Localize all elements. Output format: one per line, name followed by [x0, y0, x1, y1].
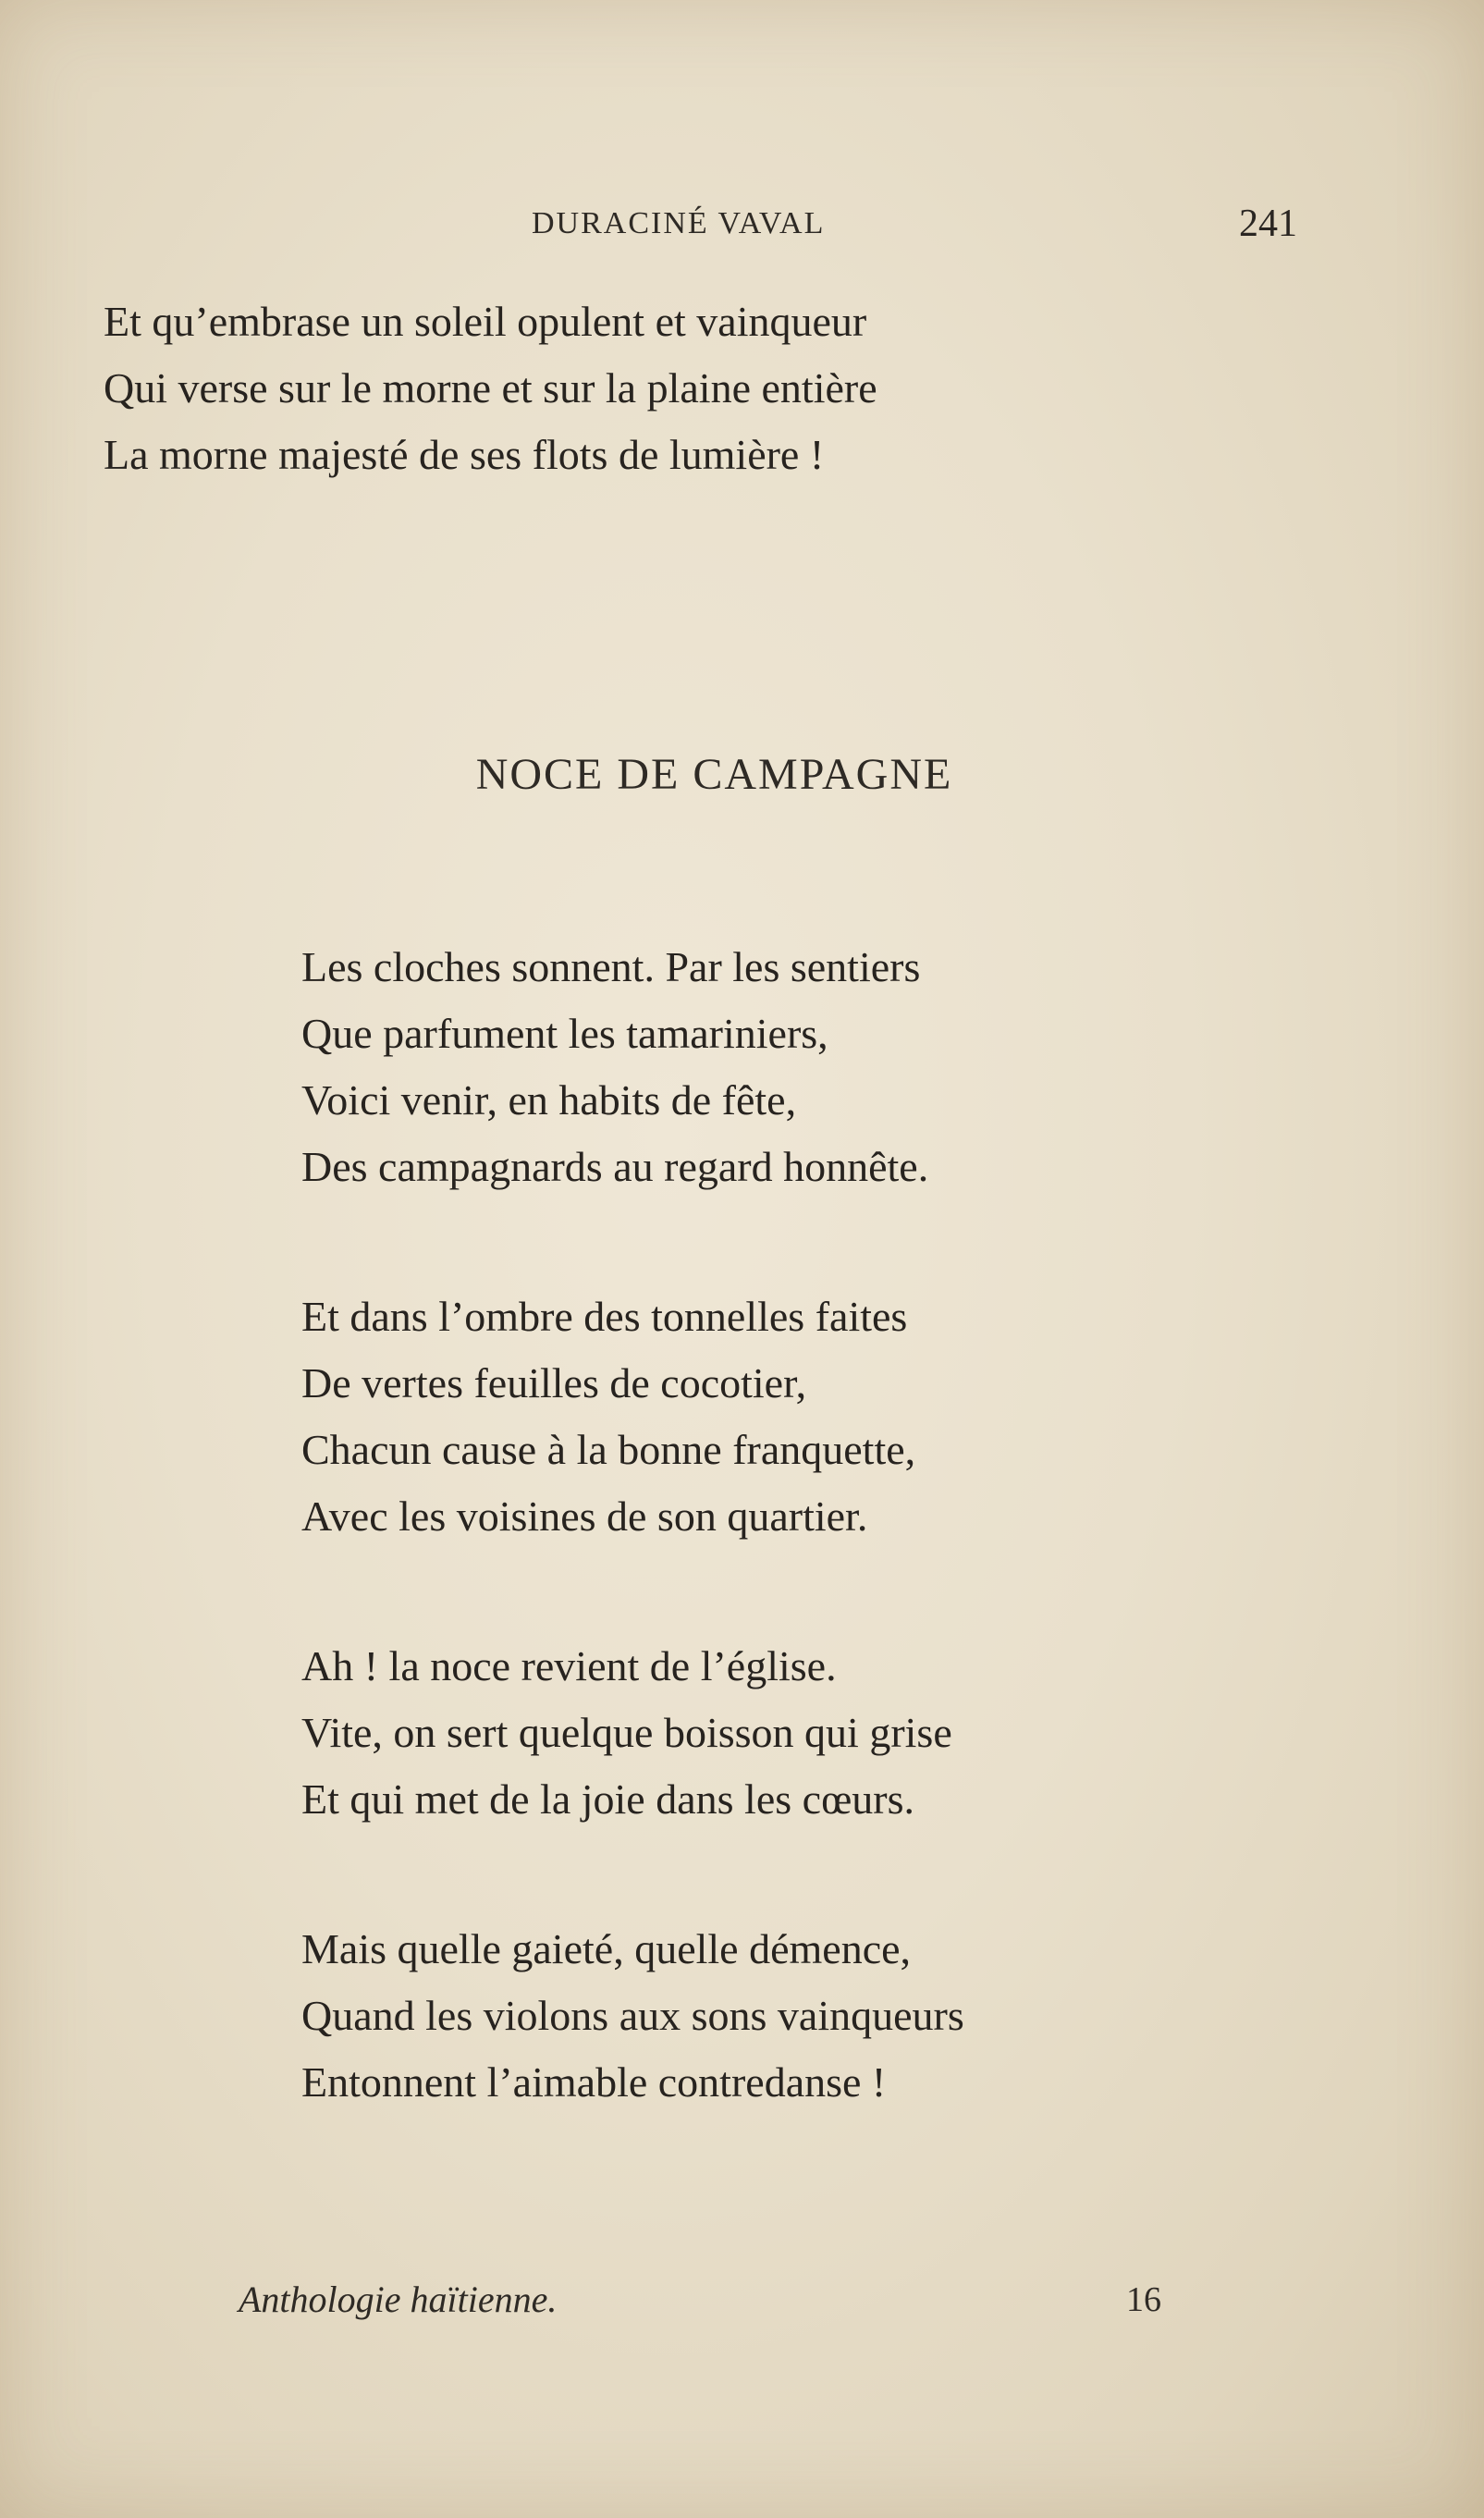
- verse-line: Et qu’embrase un soleil opulent et vainqueur: [104, 298, 867, 345]
- verse-line: Vite, on sert quelque boisson qui grise: [301, 1709, 952, 1756]
- verse-line: Des campagnards au regard honnête.: [301, 1143, 929, 1190]
- running-head: [0, 196, 1484, 252]
- verse-line: Et dans l’ombre des tonnelles faites: [301, 1293, 908, 1340]
- verse-line: Voici venir, en habits de fête,: [301, 1076, 797, 1124]
- verse-line: Et qui met de la joie dans les cœurs.: [301, 1775, 915, 1823]
- footer-book-title: Anthologie haïtienne.: [239, 2278, 558, 2320]
- page-footer: [0, 2267, 1484, 2332]
- verse-line: Mais quelle gaieté, quelle démence,: [301, 1925, 912, 1972]
- stanza-1: [301, 934, 1226, 1200]
- stanza-2: [301, 1284, 1226, 1550]
- signature-mark: 16: [1126, 2280, 1161, 2319]
- verse-line: Entonnent l’aimable contredanse !: [301, 2058, 887, 2106]
- poem-body: [301, 934, 1226, 2116]
- verse-line: Avec les voisines de son quartier.: [301, 1492, 868, 1540]
- verse-line: Les cloches sonnent. Par les sentiers: [301, 943, 921, 990]
- poem-title: NOCE DE CAMPAGNE: [475, 750, 953, 799]
- verse-line: La morne majesté de ses flots de lumière !: [104, 431, 825, 478]
- verse-line: Chacun cause à la bonne franquette,: [301, 1426, 916, 1473]
- stanza-3: [301, 1633, 1226, 1833]
- page-number: 241: [1239, 203, 1297, 245]
- verse-line: Quand les violons aux sons vainqueurs: [301, 1992, 964, 2039]
- stanza-4: [301, 1916, 1226, 2116]
- opening-verse: [104, 289, 1306, 488]
- verse-line: Que parfument les tamariniers,: [301, 1010, 828, 1057]
- verse-line: Qui verse sur le morne et sur la plaine entière: [104, 364, 877, 411]
- verse-line: De vertes feuilles de cocotier,: [301, 1359, 807, 1406]
- verse-line: Ah ! la noce revient de l’église.: [301, 1642, 837, 1689]
- running-title: DURACINÉ VAVAL: [532, 206, 826, 240]
